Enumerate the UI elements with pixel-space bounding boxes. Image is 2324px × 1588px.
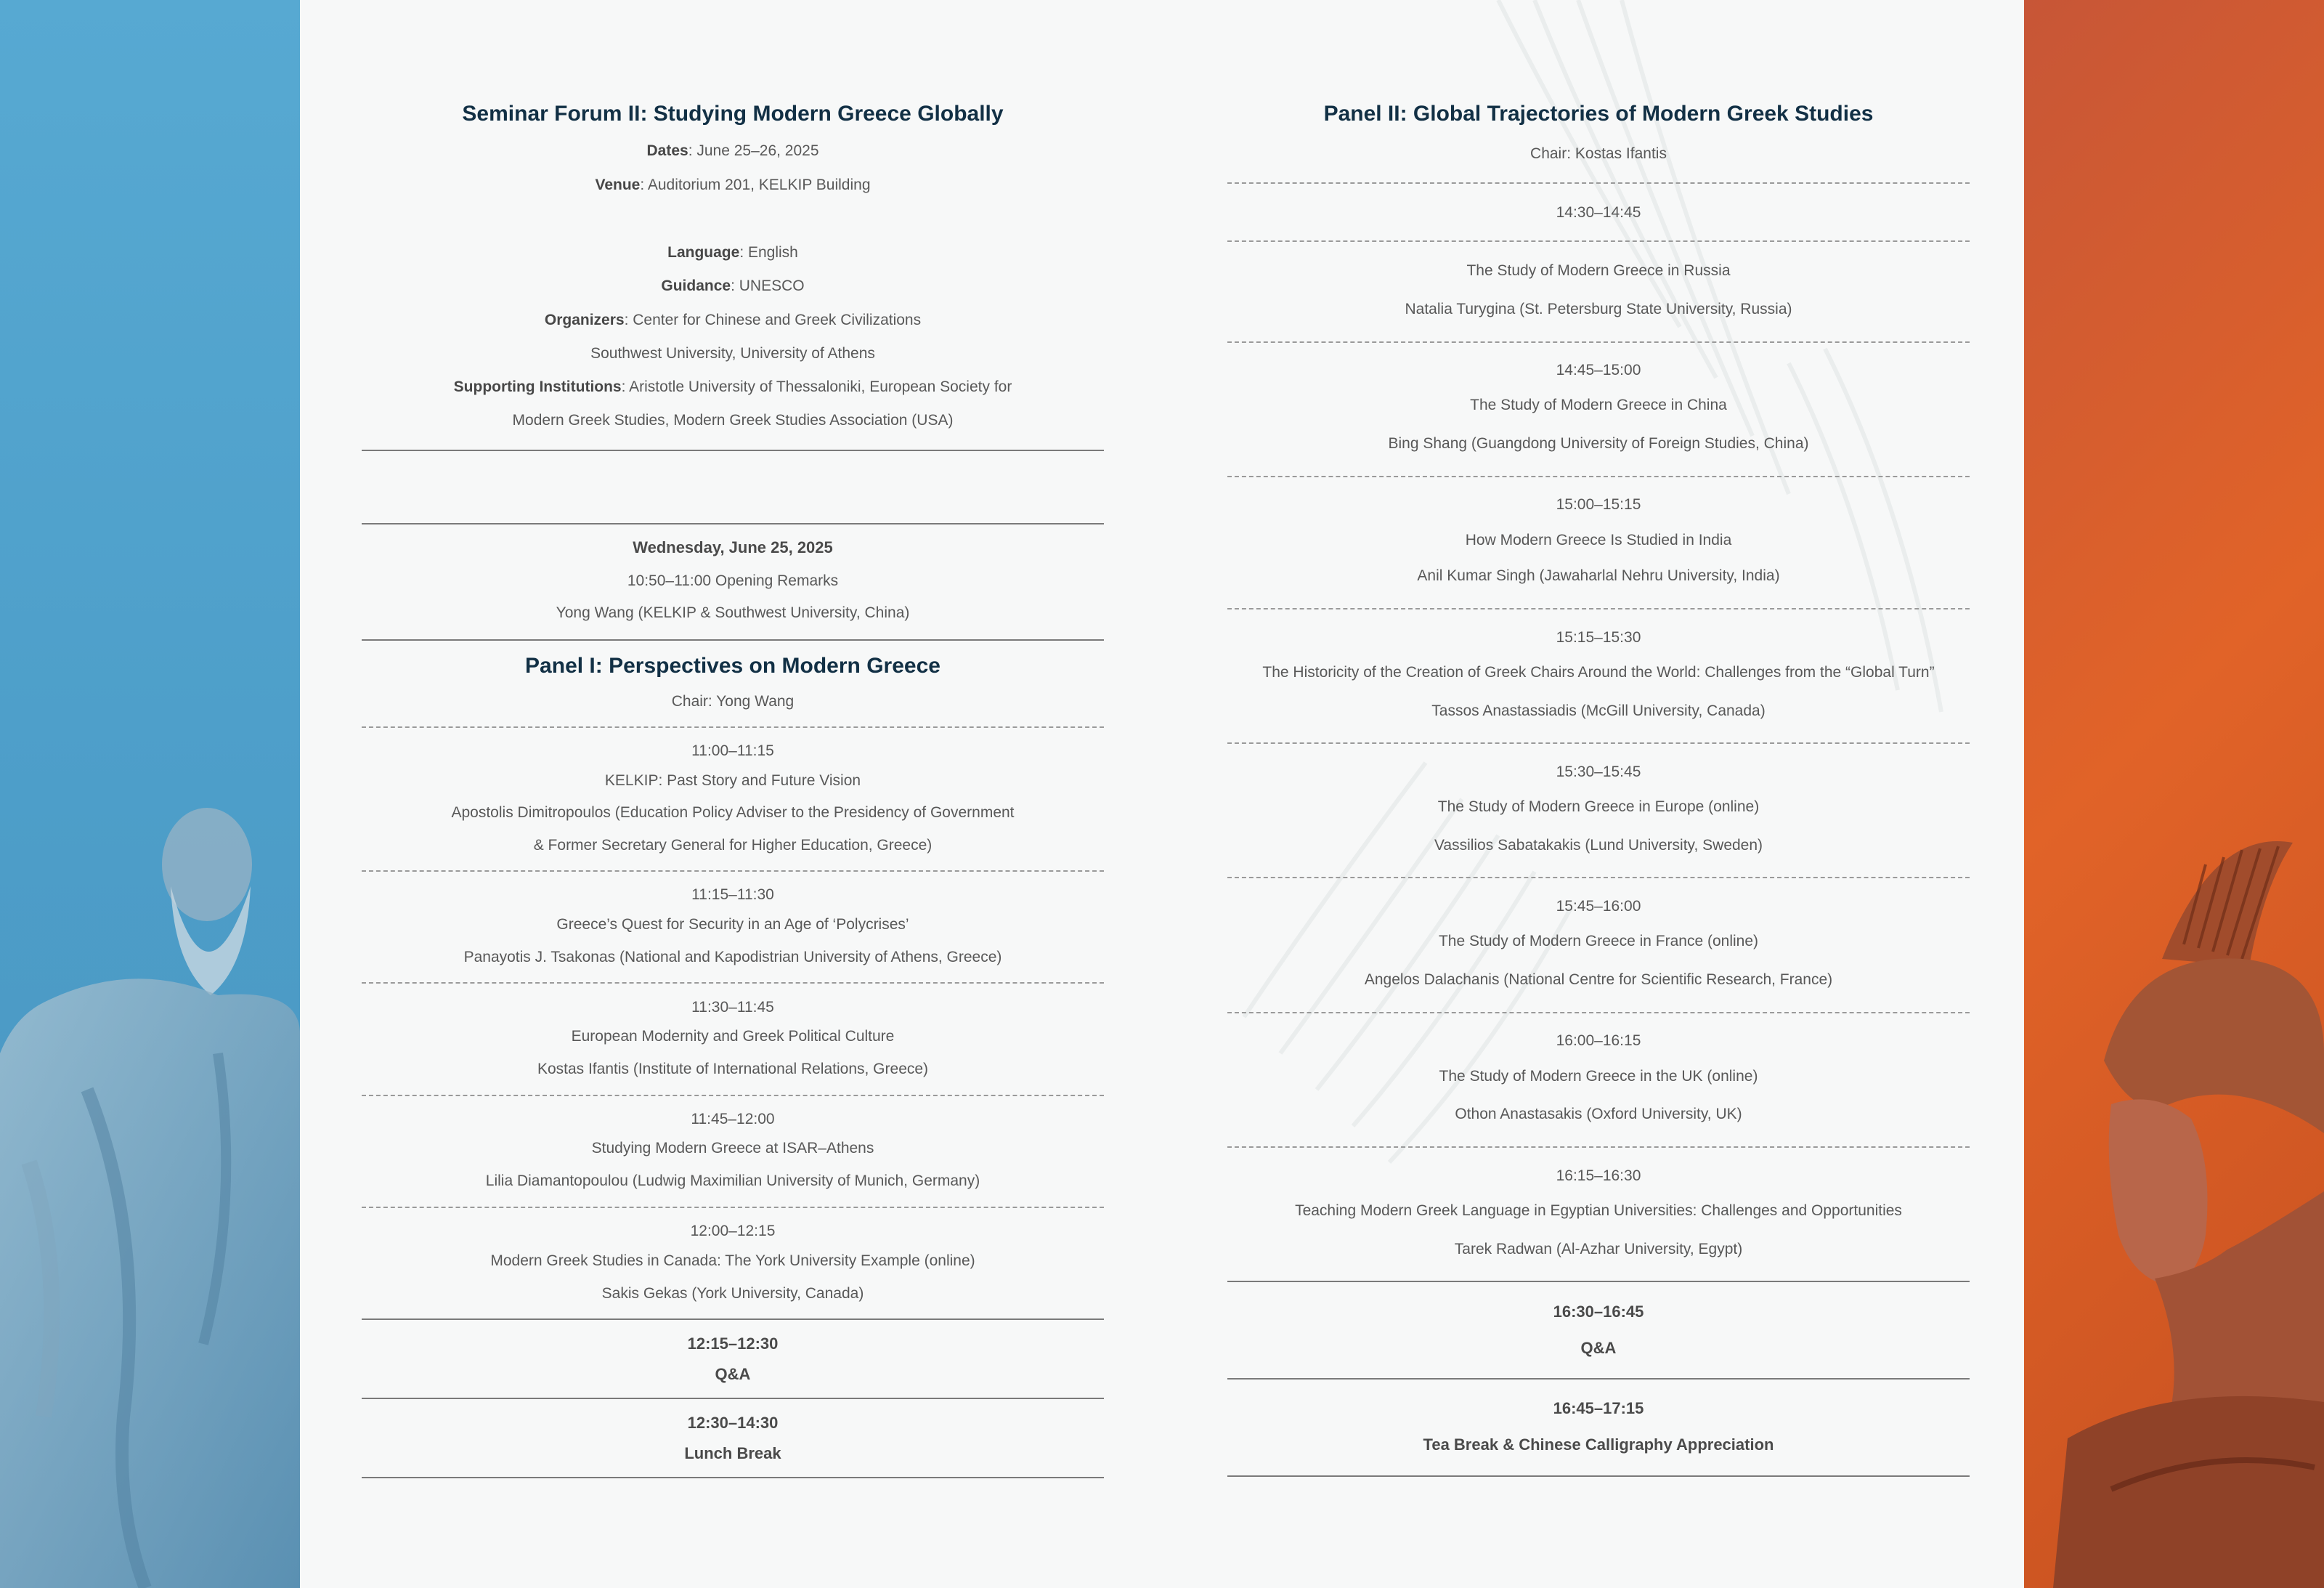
dashed-divider [362, 1207, 1104, 1208]
divider [362, 1398, 1104, 1399]
philosopher-statue-image [0, 0, 300, 1588]
talk-speaker: Tassos Anastassiadis (McGill University, Canada) [1431, 702, 1766, 719]
talk-time: 11:45–12:00 [691, 1111, 775, 1127]
qa-time: 12:15–12:30 [687, 1334, 779, 1353]
talk-speaker: Tarek Radwan (Al-Azhar University, Egypt) [1454, 1241, 1743, 1257]
panel-title: Panel II: Global Trajectories of Modern Greek Studies [1323, 102, 1874, 126]
divider [362, 1318, 1104, 1320]
divider [362, 1477, 1104, 1478]
divider [1227, 1475, 1970, 1477]
talk-title: The Study of Modern Greece in Europe (online) [1437, 798, 1760, 815]
dashed-divider [362, 1095, 1104, 1096]
talk-time: 16:15–16:30 [1556, 1167, 1641, 1184]
talk-time: 14:45–15:00 [1556, 362, 1641, 378]
dashed-divider [1227, 877, 1970, 878]
talk-title: Teaching Modern Greek Language in Egyptian Universities: Challenges and Opportunities [1295, 1202, 1902, 1219]
talk-speaker: Bing Shang (Guangdong University of Foreign Studies, China) [1388, 435, 1809, 452]
divider [362, 639, 1104, 641]
panel-chair: Chair: Yong Wang [671, 693, 795, 710]
qa-label: Q&A [715, 1365, 751, 1383]
dashed-divider [1227, 182, 1970, 184]
talk-time: 14:30–14:45 [1556, 204, 1641, 221]
talk-speaker: Sakis Gekas (York University, Canada) [601, 1285, 864, 1302]
talk-time: 15:45–16:00 [1556, 898, 1641, 915]
lunch-label: Lunch Break [684, 1444, 781, 1462]
tea-time: 16:45–17:15 [1553, 1399, 1644, 1417]
info-guidance: Guidance: UNESCO [661, 278, 805, 294]
left-decorative-band [0, 0, 300, 1588]
dashed-divider [1227, 742, 1970, 744]
divider [362, 523, 1104, 524]
dashed-divider [362, 870, 1104, 872]
tea-label: Tea Break & Chinese Calligraphy Appreciation [1423, 1435, 1774, 1454]
dashed-divider [362, 982, 1104, 984]
dashed-divider [1227, 240, 1970, 242]
info-venue: Venue: Auditorium 201, KELKIP Building [595, 177, 871, 193]
divider [362, 450, 1104, 451]
panel-title: Panel I: Perspectives on Modern Greece [525, 654, 940, 678]
opening-remarks: 10:50–11:00 Opening Remarks [627, 572, 839, 589]
talk-time: 11:15–11:30 [691, 886, 774, 903]
talk-title: Greece’s Quest for Security in an Age of ‘Polycrises’ [556, 916, 909, 933]
info-supporting-cont: Modern Greek Studies, Modern Greek Studies Association (USA) [512, 412, 954, 429]
talk-title: KELKIP: Past Story and Future Vision [604, 772, 861, 789]
talk-time: 11:00–11:15 [691, 742, 774, 759]
talk-time: 12:00–12:15 [690, 1223, 776, 1239]
talk-title: The Study of Modern Greece in France (online) [1438, 933, 1759, 949]
divider [1227, 1378, 1970, 1380]
divider [1227, 1281, 1970, 1282]
dashed-divider [362, 726, 1104, 728]
talk-title: The Historicity of the Creation of Greek Chairs Around the World: Challenges from the “Global Turn” [1262, 664, 1935, 681]
talk-time: 15:00–15:15 [1556, 496, 1641, 513]
talk-time: 16:00–16:15 [1556, 1032, 1641, 1049]
info-organizers: Organizers: Center for Chinese and Greek Civilizations [544, 312, 922, 328]
qa-time: 16:30–16:45 [1553, 1303, 1644, 1321]
panel-chair: Chair: Kostas Ifantis [1530, 145, 1667, 162]
dashed-divider [1227, 476, 1970, 477]
info-dates: Dates: June 25–26, 2025 [646, 142, 819, 159]
talk-speaker: Anil Kumar Singh (Jawaharlal Nehru University, India) [1417, 567, 1780, 584]
info-supporting: Supporting Institutions: Aristotle University of Thessaloniki, European Society for [453, 378, 1012, 395]
dashed-divider [1227, 1146, 1970, 1148]
opening-speaker: Yong Wang (KELKIP & Southwest University, China) [556, 604, 910, 621]
athena-statue-image [2024, 0, 2324, 1588]
talk-time: 15:30–15:45 [1556, 763, 1641, 780]
dashed-divider [1227, 608, 1970, 609]
talk-title: European Modernity and Greek Political Culture [571, 1028, 895, 1045]
info-organizers-cont: Southwest University, University of Athens [590, 345, 875, 362]
talk-speaker: Apostolis Dimitropoulos (Education Policy Adviser to the Presidency of Government [451, 804, 1015, 821]
talk-speaker: Natalia Turygina (St. Petersburg State University, Russia) [1405, 301, 1792, 317]
dashed-divider [1227, 1012, 1970, 1013]
talk-title: The Study of Modern Greece in the UK (online) [1439, 1068, 1758, 1085]
talk-speaker: Angelos Dalachanis (National Centre for Scientific Research, France) [1364, 971, 1833, 988]
talk-title: Studying Modern Greece at ISAR–Athens [591, 1140, 874, 1156]
talk-title: Modern Greek Studies in Canada: The York University Example (online) [490, 1252, 975, 1269]
seminar-title: Seminar Forum II: Studying Modern Greece Globally [462, 102, 1004, 126]
talk-speaker: Panayotis J. Tsakonas (National and Kapodistrian University of Athens, Greece) [463, 949, 1002, 965]
talk-title: The Study of Modern Greece in China [1470, 397, 1727, 413]
talk-speaker: Vassilios Sabatakakis (Lund University, Sweden) [1434, 837, 1763, 854]
qa-label: Q&A [1580, 1339, 1617, 1357]
talk-speaker: Othon Anastasakis (Oxford University, UK) [1455, 1106, 1742, 1122]
dashed-divider [1227, 341, 1970, 343]
talk-speaker: Lilia Diamantopoulou (Ludwig Maximilian University of Munich, Germany) [485, 1172, 980, 1189]
lunch-time: 12:30–14:30 [687, 1414, 779, 1432]
talk-title: The Study of Modern Greece in Russia [1466, 262, 1731, 279]
talk-speaker: Kostas Ifantis (Institute of International Relations, Greece) [537, 1061, 929, 1077]
talk-time: 11:30–11:45 [691, 999, 774, 1016]
talk-title: How Modern Greece Is Studied in India [1465, 532, 1732, 548]
day-heading: Wednesday, June 25, 2025 [633, 538, 833, 556]
info-language: Language: English [667, 244, 798, 261]
talk-speaker-cont: & Former Secretary General for Higher Education, Greece) [533, 837, 933, 854]
talk-time: 15:15–15:30 [1556, 629, 1641, 646]
right-decorative-band [2024, 0, 2324, 1588]
